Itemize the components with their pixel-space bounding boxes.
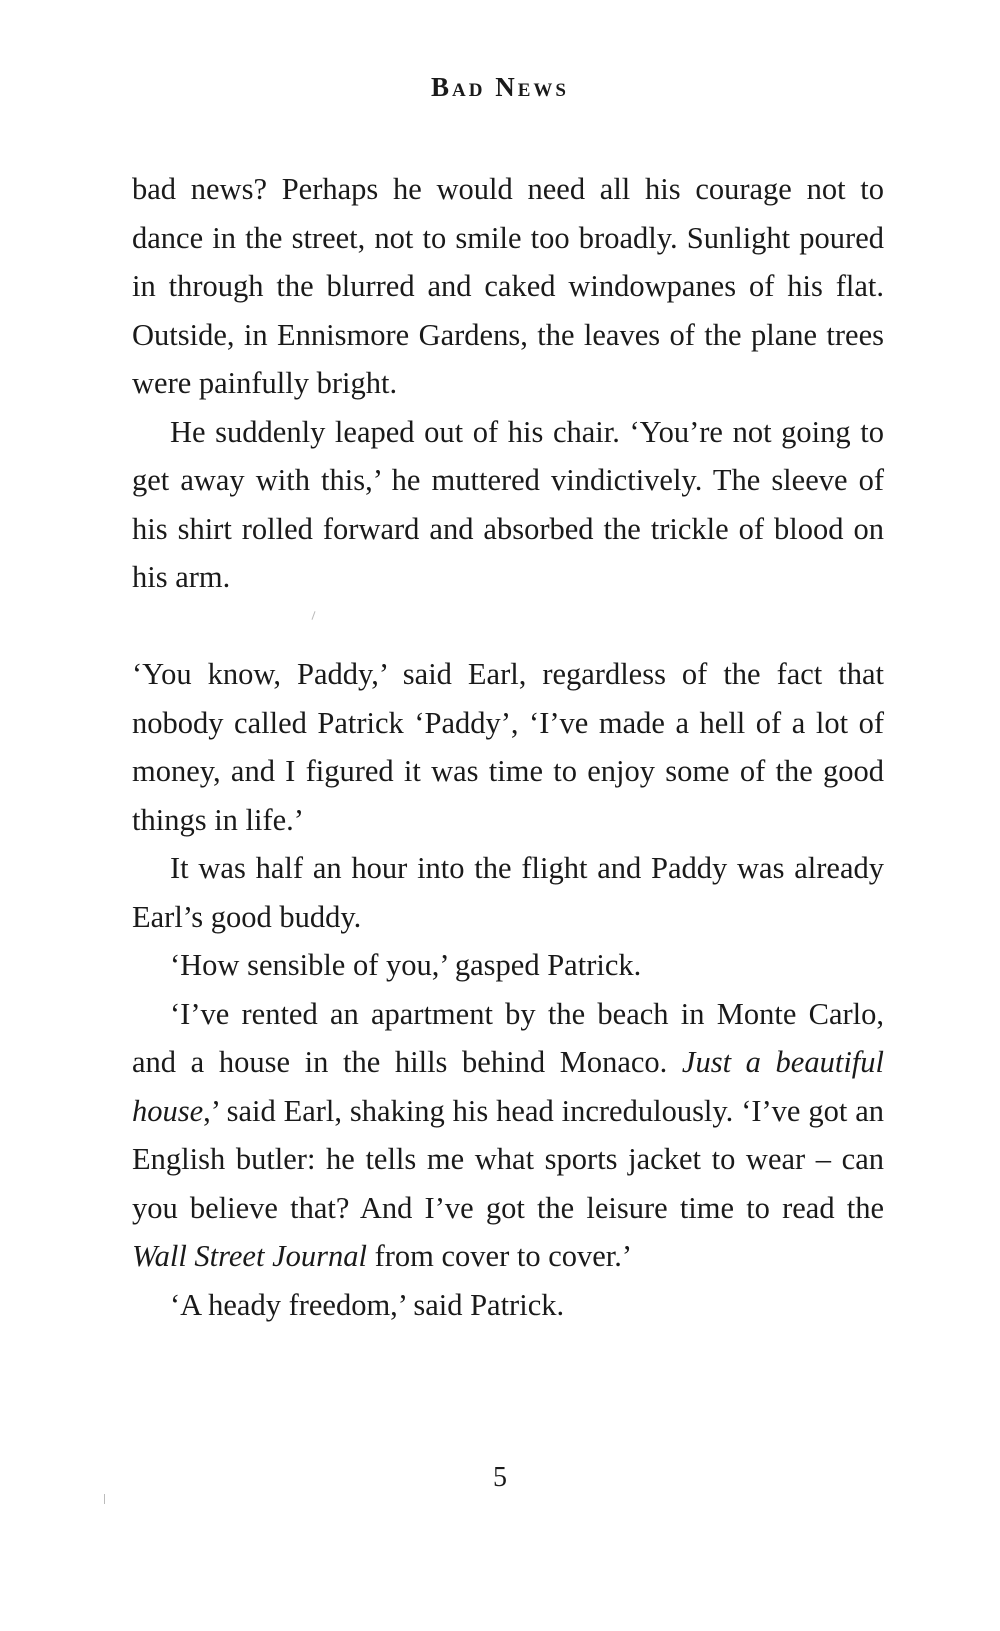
running-head: Bad News bbox=[431, 72, 569, 102]
paragraph-p3 bbox=[132, 650, 884, 844]
text-run: It was half an hour into the flight and Paddy was already Earl’s good buddy. bbox=[132, 851, 884, 934]
paragraph-p7 bbox=[132, 1281, 884, 1330]
body-text bbox=[132, 165, 884, 1329]
page-number: 5 bbox=[493, 1462, 507, 1493]
text-run: ‘I’ve rented an apartment by the beach in Monte Carlo, and a house in the hills behind Monaco. bbox=[132, 996, 884, 1079]
text-run: ‘You know, Paddy,’ said Earl, regardless of the fact that nobody called Patrick ‘Paddy’, ‘I’ve made a hell of a lot of money, and I figured it was time to enjoy some of the good things in life.’ bbox=[132, 657, 884, 837]
paragraph-p1 bbox=[132, 165, 884, 408]
text-run: bad news? Perhaps he would need all his courage not to dance in the street, not to smile too broadly. Sunlight poured in through the blurred and caked windowpanes of his flat. Outside, in Ennismore Gardens, the leaves of the plane trees were painfully bright. bbox=[132, 172, 884, 400]
italic-run: Wall Street Journal bbox=[132, 1239, 367, 1273]
text-run: ‘A heady freedom,’ said Patrick. bbox=[170, 1287, 565, 1322]
paragraph-p5 bbox=[132, 941, 884, 990]
text-run: ‘How sensible of you,’ gasped Patrick. bbox=[170, 948, 642, 982]
section-1 bbox=[132, 165, 884, 602]
italic-run: Just a beautiful house bbox=[132, 1045, 884, 1128]
paragraph-p2 bbox=[132, 408, 884, 602]
text-run: from cover to cover.’ bbox=[366, 1239, 633, 1273]
text-run: ,’ said Earl, shaking his head incredulously. ‘I’ve got an English butler: he tells me what sports jacket to wear – can you believe that? And I’ve got the leisure time to read the bbox=[132, 1093, 884, 1225]
paragraph-p4 bbox=[132, 844, 884, 941]
section-break bbox=[132, 602, 884, 651]
text-run: He suddenly leaped out of his chair. ‘You’re not going to get away with this,’ he muttered vindictively. The sleeve of his shirt rolled forward and absorbed the trickle of blood on his arm. bbox=[132, 414, 884, 594]
paragraph-p6 bbox=[132, 990, 884, 1281]
scan-speck bbox=[104, 1494, 105, 1504]
section-2 bbox=[132, 650, 884, 1329]
